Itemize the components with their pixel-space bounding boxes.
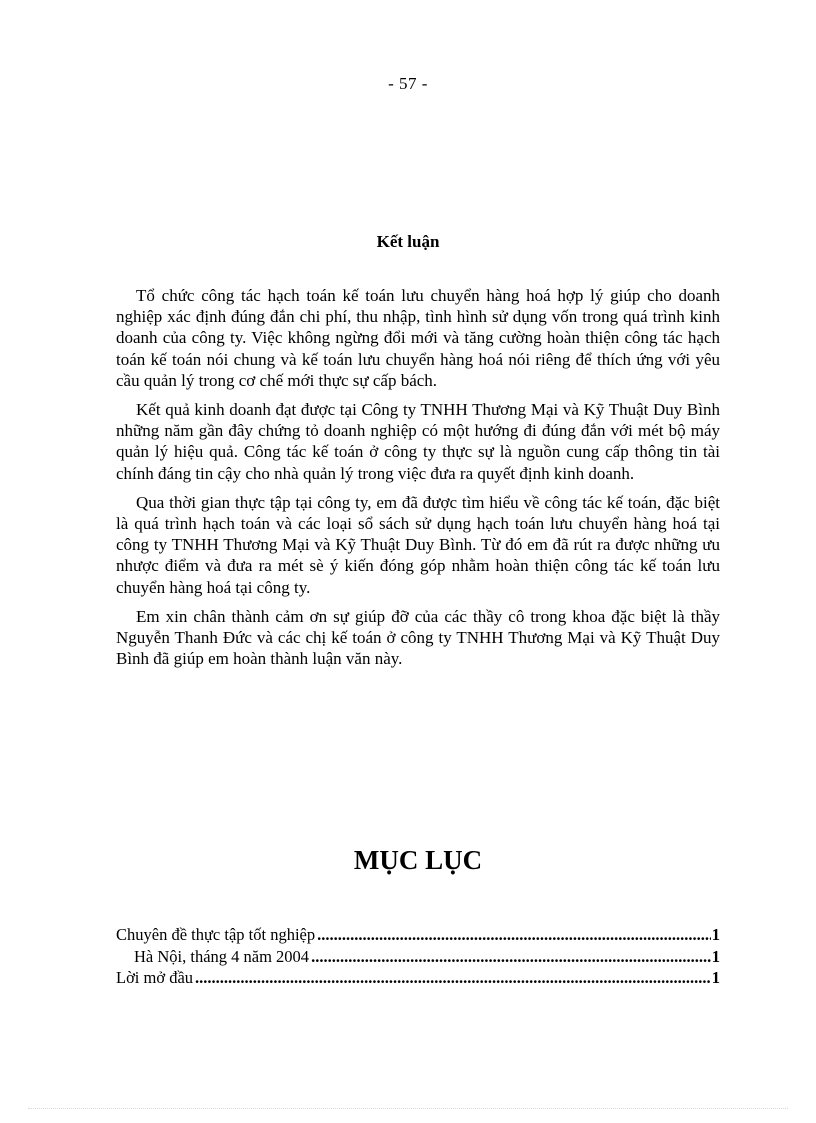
toc-entry-page: 1 — [711, 925, 720, 944]
conclusion-paragraph-1: Tổ chức công tác hạch toán kế toán lưu chuyển hàng hoá hợp lý giúp cho doanh nghiệp xác định đúng đắn chi phí, thu nhập, tình hình sử dụng vốn trong quá trình kinh doanh của công ty. Việc không ngừng đổi mới và tăng cường hoàn thiện công tác hạch toán kế toán nói chung và kế toán lưu chuyển hàng hoá nói riêng để thích ứng với yêu cầu quản lý trong cơ chế mới thực sự cấp bách. — [116, 286, 720, 390]
toc-leader-dots — [317, 924, 711, 946]
toc-leader-dots — [195, 967, 711, 989]
conclusion-heading: Kết luận — [376, 232, 440, 251]
toc-title: MỤC LỤC — [353, 845, 483, 875]
toc-entry-place-date[interactable] — [116, 946, 720, 968]
toc-entry-page: 1 — [711, 968, 720, 987]
conclusion-paragraph-4: Em xin chân thành cảm ơn sự giúp đỡ của các thầy cô trong khoa đặc biệt là thầy Nguyễn Thanh Đức và các chị kế toán ở công ty TNHH Thương Mại và Kỹ Thuật Duy Bình đã giúp em hoàn thành luận văn này. — [116, 606, 720, 669]
table-of-contents — [116, 924, 720, 989]
toc-entry-text: Lời mở đầu — [116, 968, 194, 987]
conclusion-paragraph-2: Kết quả kinh doanh đạt được tại Công ty TNHH Thương Mại và Kỹ Thuật Duy Bình những năm gần đây chứng tỏ doanh nghiệp có một hướng đi đúng đắn với mét bộ máy quản lý hiệu quả. Công tác kế toán ở công ty thực sự là nguồn cung cấp thông tin tài chính đáng tin cậy cho nhà quản lý trong việc đưa ra quyết định kinh doanh. — [116, 400, 720, 483]
conclusion-body — [116, 285, 720, 677]
toc-leader-dots — [311, 946, 711, 968]
page-bottom-divider — [28, 1108, 788, 1109]
page-number: - 57 - — [388, 74, 428, 93]
toc-entry-page: 1 — [711, 946, 720, 966]
conclusion-paragraph-3: Qua thời gian thực tập tại công ty, em đã được tìm hiểu về công tác kế toán, đặc biệt là quá trình hạch toán và các loại sổ sách sử dụng hạch toán lưu chuyển hàng hoá tại công ty TNHH Thương Mại và Kỹ Thuật Duy Bình. Từ đó em đã rút ra được những ưu nhược điểm và đưa ra mét sè ý kiến đóng góp nhằm hoàn thiện công tác kế toán lưu chuyển hàng hoá tại công ty. — [116, 492, 720, 597]
toc-entry-thesis-title[interactable] — [116, 924, 720, 946]
toc-entry-introduction[interactable] — [116, 967, 720, 989]
toc-entry-text: Chuyên đề thực tập tốt nghiệp — [116, 925, 316, 944]
toc-entry-text: Hà Nội, tháng 4 năm 2004 — [134, 946, 310, 966]
